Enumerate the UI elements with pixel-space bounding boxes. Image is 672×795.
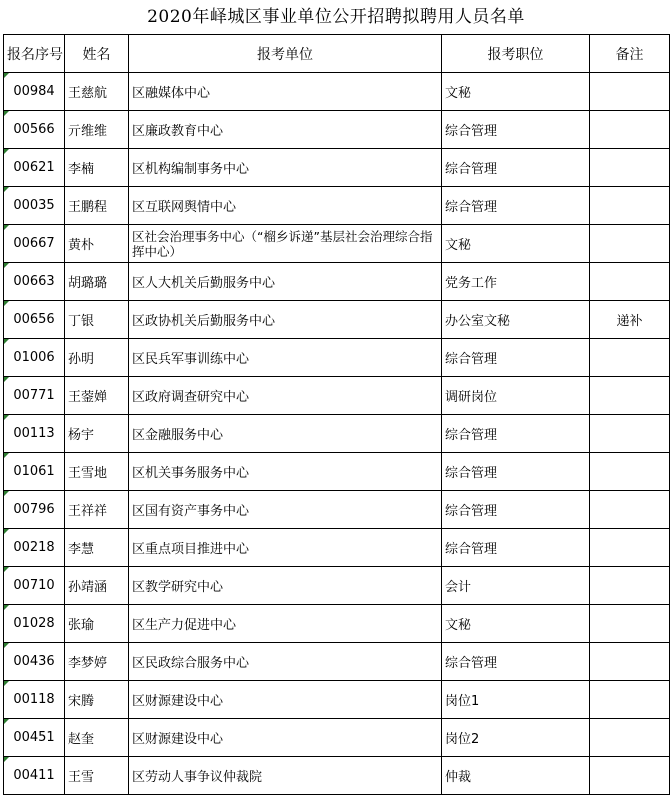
- cell-name: 赵奎: [65, 719, 129, 757]
- cell-unit: 区政府调查研究中心: [129, 377, 442, 415]
- table-row: [4, 453, 670, 491]
- cell-unit: 区互联网舆情中心: [129, 187, 442, 225]
- cell-name: 王鹏程: [65, 187, 129, 225]
- cell-note: [590, 757, 670, 795]
- header-id: 报名序号: [4, 35, 65, 73]
- cell-position: 会计: [442, 567, 590, 605]
- cell-position: 调研岗位: [442, 377, 590, 415]
- cell-position: 文秘: [442, 73, 590, 111]
- cell-unit: 区民兵军事训练中心: [129, 339, 442, 377]
- cell-unit: 区劳动人事争议仲裁院: [129, 757, 442, 795]
- cell-position: 文秘: [442, 225, 590, 263]
- cell-name: 王雪: [65, 757, 129, 795]
- cell-unit: 区教学研究中心: [129, 567, 442, 605]
- table-row: [4, 225, 670, 263]
- cell-note: [590, 339, 670, 377]
- cell-position: 办公室文秘: [442, 301, 590, 339]
- table-row: [4, 719, 670, 757]
- cell-position: 综合管理: [442, 149, 590, 187]
- cell-id: 00436: [4, 643, 65, 681]
- cell-unit: 区财源建设中心: [129, 681, 442, 719]
- cell-position: 综合管理: [442, 415, 590, 453]
- cell-position: 综合管理: [442, 339, 590, 377]
- cell-id: 00118: [4, 681, 65, 719]
- page-title: 2020年峄城区事业单位公开招聘拟聘用人员名单: [147, 7, 525, 27]
- cell-name: 王慈航: [65, 73, 129, 111]
- cell-note: [590, 643, 670, 681]
- header-position: 报考职位: [442, 35, 590, 73]
- cell-id: 00566: [4, 111, 65, 149]
- cell-id: 00656: [4, 301, 65, 339]
- cell-note: [590, 529, 670, 567]
- cell-note: [590, 567, 670, 605]
- cell-name: 李梦婷: [65, 643, 129, 681]
- cell-position: 综合管理: [442, 111, 590, 149]
- cell-note: [590, 149, 670, 187]
- table-row: [4, 605, 670, 643]
- cell-unit: 区机关事务服务中心: [129, 453, 442, 491]
- cell-note: [590, 187, 670, 225]
- table-row: [4, 491, 670, 529]
- cell-name: 黄朴: [65, 225, 129, 263]
- cell-unit: 区人大机关后勤服务中心: [129, 263, 442, 301]
- cell-id: 01028: [4, 605, 65, 643]
- cell-id: 00621: [4, 149, 65, 187]
- cell-name: 丁银: [65, 301, 129, 339]
- cell-id: 00663: [4, 263, 65, 301]
- cell-note: [590, 491, 670, 529]
- table-row: [4, 301, 670, 339]
- cell-name: 胡璐璐: [65, 263, 129, 301]
- table-row: [4, 567, 670, 605]
- cell-id: 00771: [4, 377, 65, 415]
- cell-position: 综合管理: [442, 643, 590, 681]
- table-row: [4, 187, 670, 225]
- cell-id: 00035: [4, 187, 65, 225]
- cell-name: 李慧: [65, 529, 129, 567]
- cell-unit: 区社会治理事务中心（“榴乡诉递”基层社会治理综合指挥中心）: [129, 225, 442, 263]
- cell-position: 文秘: [442, 605, 590, 643]
- cell-name: 宋腾: [65, 681, 129, 719]
- cell-note: [590, 681, 670, 719]
- cell-id: 00451: [4, 719, 65, 757]
- header-name: 姓名: [65, 35, 129, 73]
- cell-name: 王祥祥: [65, 491, 129, 529]
- cell-id: 00796: [4, 491, 65, 529]
- cell-id: 01006: [4, 339, 65, 377]
- table-body: [4, 73, 670, 795]
- cell-position: 综合管理: [442, 529, 590, 567]
- cell-name: 亓维维: [65, 111, 129, 149]
- cell-name: 孙明: [65, 339, 129, 377]
- table-row: [4, 415, 670, 453]
- table-row: [4, 377, 670, 415]
- cell-name: 李楠: [65, 149, 129, 187]
- cell-position: 综合管理: [442, 453, 590, 491]
- table-row: [4, 149, 670, 187]
- table-header-row: [4, 35, 670, 73]
- cell-unit: 区政协机关后勤服务中心: [129, 301, 442, 339]
- table-row: [4, 757, 670, 795]
- cell-note: 递补: [590, 301, 670, 339]
- cell-id: 00411: [4, 757, 65, 795]
- cell-id: 00113: [4, 415, 65, 453]
- cell-unit: 区财源建设中心: [129, 719, 442, 757]
- cell-position: 岗位2: [442, 719, 590, 757]
- cell-note: [590, 225, 670, 263]
- cell-note: [590, 73, 670, 111]
- cell-id: 00710: [4, 567, 65, 605]
- table-row: [4, 73, 670, 111]
- cell-name: 杨宇: [65, 415, 129, 453]
- header-unit: 报考单位: [129, 35, 442, 73]
- cell-id: 01061: [4, 453, 65, 491]
- cell-unit: 区廉政教育中心: [129, 111, 442, 149]
- cell-position: 岗位1: [442, 681, 590, 719]
- cell-unit: 区国有资产事务中心: [129, 491, 442, 529]
- cell-position: 综合管理: [442, 491, 590, 529]
- cell-name: 王蓥婵: [65, 377, 129, 415]
- header-note: 备注: [590, 35, 670, 73]
- cell-position: 综合管理: [442, 187, 590, 225]
- cell-unit: 区金融服务中心: [129, 415, 442, 453]
- cell-note: [590, 605, 670, 643]
- cell-position: 仲裁: [442, 757, 590, 795]
- cell-id: 00667: [4, 225, 65, 263]
- cell-unit: 区重点项目推进中心: [129, 529, 442, 567]
- table-row: [4, 529, 670, 567]
- cell-note: [590, 263, 670, 301]
- cell-position: 党务工作: [442, 263, 590, 301]
- cell-name: 孙靖涵: [65, 567, 129, 605]
- table-row: [4, 643, 670, 681]
- cell-name: 张瑜: [65, 605, 129, 643]
- cell-note: [590, 453, 670, 491]
- table-row: [4, 263, 670, 301]
- cell-unit: 区生产力促进中心: [129, 605, 442, 643]
- cell-unit: 区民政综合服务中心: [129, 643, 442, 681]
- table-row: [4, 339, 670, 377]
- table-row: [4, 111, 670, 149]
- hiring-table: [3, 34, 670, 795]
- cell-id: 00984: [4, 73, 65, 111]
- cell-unit: 区融媒体中心: [129, 73, 442, 111]
- cell-note: [590, 377, 670, 415]
- cell-note: [590, 111, 670, 149]
- cell-note: [590, 719, 670, 757]
- table-row: [4, 681, 670, 719]
- cell-note: [590, 415, 670, 453]
- cell-unit: 区机构编制事务中心: [129, 149, 442, 187]
- cell-id: 00218: [4, 529, 65, 567]
- cell-name: 王雪地: [65, 453, 129, 491]
